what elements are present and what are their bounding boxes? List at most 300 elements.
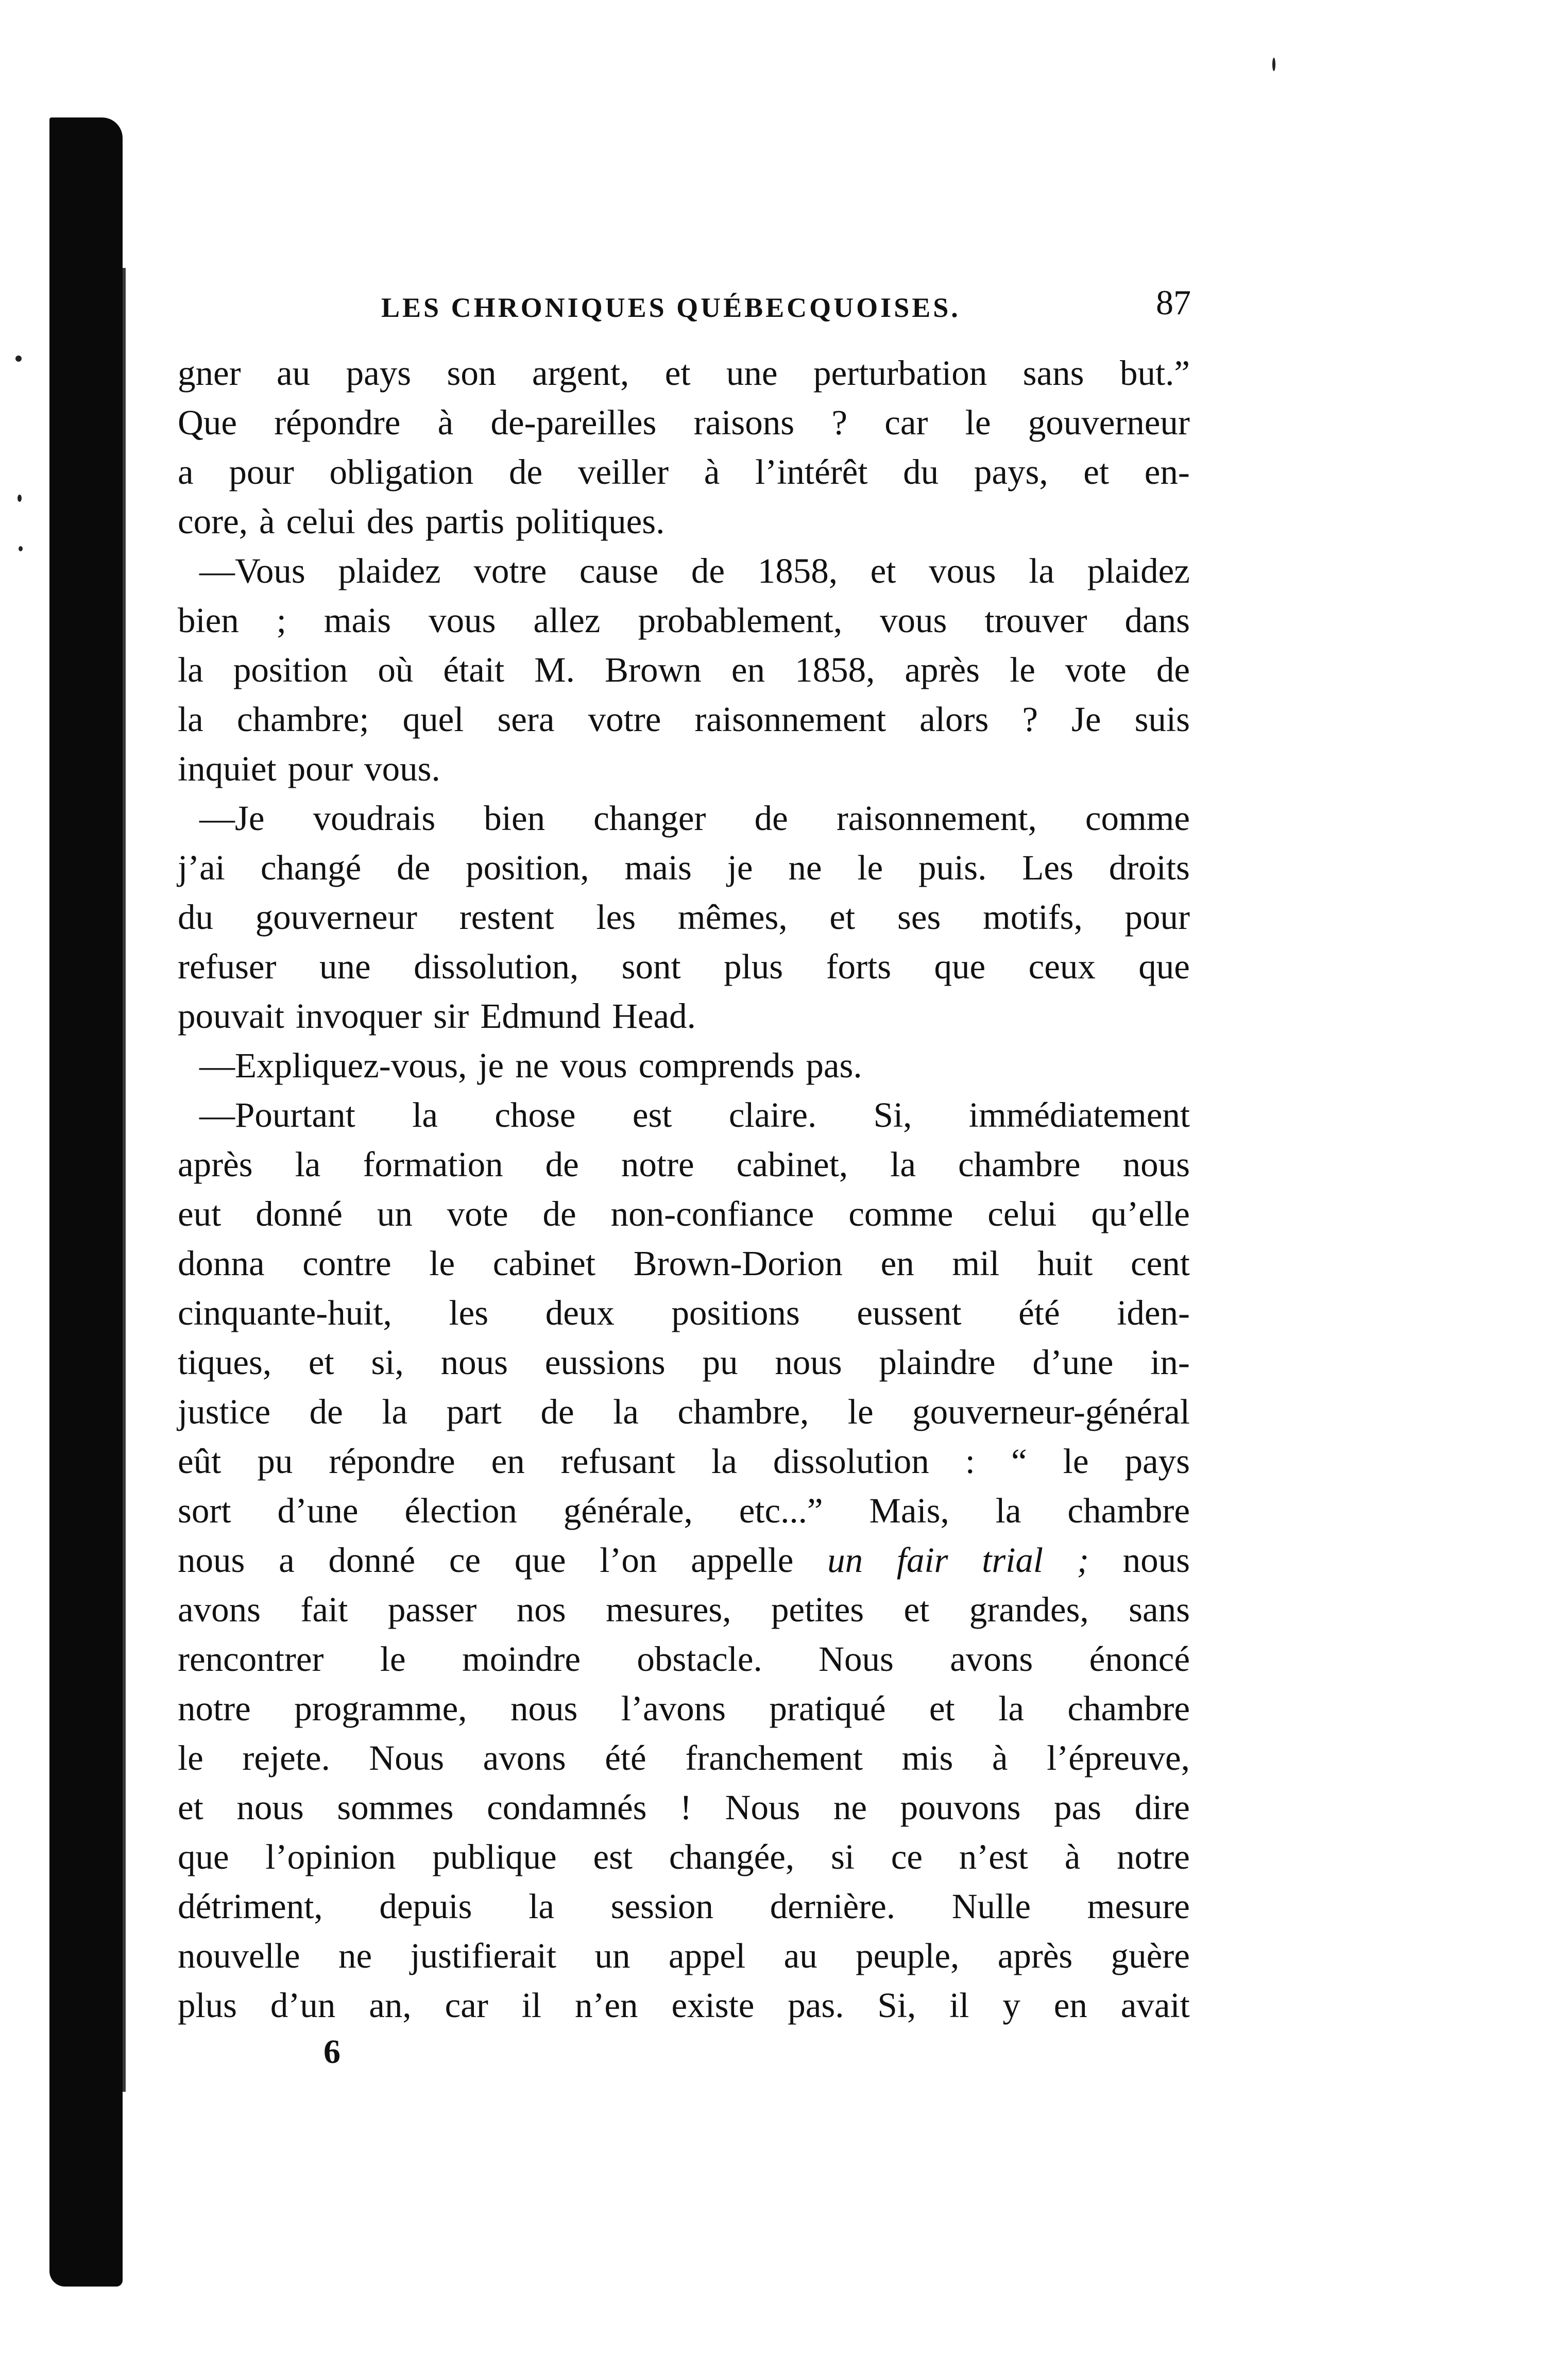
word: ses xyxy=(897,898,941,937)
word: chambre xyxy=(1067,1689,1190,1728)
word: forts xyxy=(826,947,892,986)
word: partis xyxy=(425,502,504,541)
word: y xyxy=(1002,1986,1020,2025)
word: Que xyxy=(178,403,237,442)
word: chose xyxy=(495,1095,576,1135)
word: depuis xyxy=(379,1887,472,1926)
word: et xyxy=(904,1590,930,1629)
word: mesures, xyxy=(606,1590,731,1629)
word: sans xyxy=(1022,353,1084,393)
word: nous xyxy=(510,1689,578,1728)
word: les xyxy=(449,1293,489,1332)
word: in- xyxy=(1150,1343,1190,1382)
word: claire. xyxy=(728,1095,817,1135)
word: le xyxy=(380,1639,406,1679)
word: position xyxy=(233,650,348,689)
scan-speck xyxy=(18,495,22,502)
word: formation xyxy=(363,1145,503,1184)
word: de xyxy=(1156,650,1190,689)
word: générale, xyxy=(563,1491,693,1530)
word: et xyxy=(664,353,691,393)
word: en- xyxy=(1144,452,1190,492)
text-line xyxy=(178,348,1190,398)
word: un xyxy=(377,1194,413,1233)
word: cent xyxy=(1130,1244,1190,1283)
word: programme, xyxy=(294,1689,467,1728)
word: dissolution, xyxy=(414,947,579,986)
word: pays, xyxy=(974,452,1048,492)
word: en xyxy=(731,650,765,689)
word: Les xyxy=(1022,848,1073,887)
word: huit xyxy=(1037,1244,1093,1283)
word: énoncé xyxy=(1089,1639,1190,1679)
word: après xyxy=(997,1936,1073,1975)
word: nous xyxy=(775,1343,842,1382)
word: la xyxy=(711,1442,737,1481)
word: mis xyxy=(901,1738,953,1778)
page-number: 87 xyxy=(1156,283,1191,322)
word: probablement, xyxy=(638,601,843,640)
text-line xyxy=(178,1783,1190,1832)
word: appel xyxy=(668,1936,746,1975)
word: plaindre xyxy=(879,1343,996,1382)
word: une xyxy=(726,353,778,393)
text-line xyxy=(178,1585,1190,1634)
word: Brown xyxy=(604,650,702,689)
word: à xyxy=(1064,1837,1081,1876)
text-line xyxy=(178,1041,1190,1090)
word: avons xyxy=(483,1738,566,1778)
word: plus xyxy=(178,1986,237,2025)
word: de xyxy=(509,452,543,492)
word: politiques. xyxy=(516,502,665,541)
text-line xyxy=(178,1733,1190,1783)
word: eût xyxy=(178,1442,221,1481)
binding-shadow xyxy=(123,268,126,2092)
word: nous xyxy=(236,1788,304,1827)
word: avons xyxy=(950,1639,1033,1679)
word: le xyxy=(847,1392,874,1431)
word: votre xyxy=(588,700,661,739)
text-line xyxy=(178,1090,1190,1140)
word: cabinet xyxy=(492,1244,595,1283)
word: vous xyxy=(560,1046,627,1085)
word: pour xyxy=(287,749,353,788)
word: —Pourtant xyxy=(199,1095,355,1135)
word: puis. xyxy=(918,848,987,887)
word: M. xyxy=(534,650,575,689)
binding-edge xyxy=(49,117,123,2287)
word: non-confiance xyxy=(610,1194,814,1233)
word: le xyxy=(1063,1442,1089,1481)
text-line xyxy=(178,596,1190,645)
word: donné xyxy=(255,1194,343,1233)
word: petites xyxy=(771,1590,864,1629)
word: ? xyxy=(831,403,847,442)
word: n’en xyxy=(574,1986,638,2025)
word: gouverneur xyxy=(255,898,417,937)
word: “ xyxy=(1011,1442,1027,1481)
word: pas. xyxy=(788,1986,844,2025)
text-line xyxy=(178,1832,1190,1882)
word: appelle xyxy=(691,1541,794,1580)
word: eussent xyxy=(857,1293,962,1332)
word: et xyxy=(829,898,856,937)
word: obstacle. xyxy=(637,1639,762,1679)
word: la xyxy=(178,650,203,689)
word: que xyxy=(178,1837,229,1876)
text-line xyxy=(178,843,1190,892)
word: grandes, xyxy=(969,1590,1089,1629)
word: d’un xyxy=(270,1986,336,2025)
word: justice xyxy=(178,1392,271,1431)
word: et xyxy=(929,1689,955,1728)
word: pas xyxy=(1054,1788,1102,1827)
word: Nulle xyxy=(951,1887,1031,1926)
word: qu’elle xyxy=(1091,1194,1190,1233)
word: la xyxy=(412,1095,438,1135)
text-line xyxy=(178,447,1190,497)
word: refuser xyxy=(178,947,277,986)
word: celui xyxy=(987,1194,1057,1233)
word: pouvons xyxy=(900,1788,1021,1827)
word: comme xyxy=(848,1194,953,1233)
word: Si, xyxy=(873,1095,912,1135)
word: alors xyxy=(919,700,989,739)
word: est xyxy=(593,1837,633,1876)
word: ce xyxy=(449,1541,481,1580)
word: trial xyxy=(982,1541,1044,1580)
word: obligation xyxy=(329,452,474,492)
word: part xyxy=(446,1392,502,1431)
word: publique xyxy=(432,1837,557,1876)
word: ne xyxy=(515,1046,549,1085)
running-title: LES CHRONIQUES QUÉBECQUOISES. xyxy=(381,292,961,323)
word: pu xyxy=(257,1442,293,1481)
word: ! xyxy=(680,1788,692,1827)
word: suis xyxy=(1134,700,1190,739)
text-line xyxy=(178,1436,1190,1486)
word: était xyxy=(443,650,505,689)
text-line xyxy=(178,1486,1190,1535)
word: plaidez xyxy=(1087,551,1190,590)
word: raisons xyxy=(693,403,795,442)
word: ce xyxy=(891,1837,923,1876)
word: à xyxy=(992,1738,1008,1778)
word: sont xyxy=(621,947,681,986)
text-line xyxy=(178,1239,1190,1288)
word: chambre xyxy=(1067,1491,1190,1530)
word: nous xyxy=(1122,1145,1190,1184)
word: cabinet, xyxy=(736,1145,848,1184)
word: quel xyxy=(402,700,464,739)
word: voudrais xyxy=(313,799,436,838)
word: rejete. xyxy=(242,1738,330,1778)
word: répondre xyxy=(274,403,401,442)
word: nous xyxy=(178,1541,245,1580)
text-line xyxy=(178,398,1190,447)
word: ? xyxy=(1022,700,1038,739)
text-line xyxy=(178,1288,1190,1338)
word: —Vous xyxy=(199,551,305,590)
word: détriment, xyxy=(178,1887,323,1926)
word: Nous xyxy=(725,1788,800,1827)
word: perturbation xyxy=(813,353,987,393)
word: été xyxy=(1018,1293,1060,1332)
word: raisonnement, xyxy=(836,799,1037,838)
word: mais xyxy=(624,848,692,887)
word: car xyxy=(884,403,928,442)
word: le xyxy=(178,1738,203,1778)
word: la xyxy=(295,1145,321,1184)
word: changé xyxy=(260,848,362,887)
text-line xyxy=(178,793,1190,843)
word: pour xyxy=(1124,898,1190,937)
word: si xyxy=(830,1837,855,1876)
text-line xyxy=(178,744,1190,793)
word: où xyxy=(378,650,414,689)
word: ; xyxy=(1077,1541,1089,1580)
word: répondre xyxy=(329,1442,455,1481)
word: dire xyxy=(1134,1788,1190,1827)
word: vous xyxy=(429,601,496,640)
text-line xyxy=(178,1387,1190,1436)
word: : xyxy=(965,1442,975,1481)
scan-speck xyxy=(1272,58,1275,71)
word: iden- xyxy=(1117,1293,1190,1332)
word: d’une xyxy=(1032,1343,1114,1382)
word: que xyxy=(514,1541,566,1580)
word: dans xyxy=(1124,601,1190,640)
word: peuple, xyxy=(856,1936,960,1975)
text-line xyxy=(178,942,1190,991)
word: de xyxy=(397,848,431,887)
word: je xyxy=(727,848,753,887)
word: donna xyxy=(178,1244,265,1283)
word: cause xyxy=(579,551,659,590)
word: sans xyxy=(1129,1590,1190,1629)
word: moindre xyxy=(462,1639,581,1679)
signature-mark: 6 xyxy=(323,2033,340,2071)
word: mesure xyxy=(1087,1887,1190,1926)
word: tiques, xyxy=(178,1343,272,1382)
word: il xyxy=(949,1986,969,2025)
word: pouvait xyxy=(178,996,284,1036)
word: avons xyxy=(178,1590,261,1629)
text-line xyxy=(178,1634,1190,1684)
word: pays xyxy=(1124,1442,1190,1481)
word: restent xyxy=(459,898,554,937)
word: nouvelle xyxy=(178,1936,300,1975)
word: a xyxy=(178,452,194,492)
word: raisonnement xyxy=(694,700,887,739)
word: cinquante-huit, xyxy=(178,1293,392,1332)
word: gner xyxy=(178,353,241,393)
word: sort xyxy=(178,1491,231,1530)
word: Brown-Dorion xyxy=(633,1244,843,1283)
word: Je xyxy=(1071,700,1101,739)
word: invoquer xyxy=(295,996,422,1036)
word: allez xyxy=(533,601,601,640)
running-head xyxy=(381,282,1191,329)
word: —Expliquez-vous, xyxy=(199,1046,467,1085)
word: votre xyxy=(473,551,547,590)
word: an, xyxy=(369,1986,412,2025)
word: Mais, xyxy=(869,1491,949,1530)
word: l’intérêt xyxy=(755,452,868,492)
word: donné xyxy=(328,1541,416,1580)
word: contre xyxy=(302,1244,391,1283)
word: élection xyxy=(404,1491,517,1530)
word: trouver xyxy=(984,601,1087,640)
word: vote xyxy=(1065,650,1127,689)
word: l’avons xyxy=(621,1689,726,1728)
word: au xyxy=(783,1936,817,1975)
word: dissolution xyxy=(773,1442,929,1481)
word: existe xyxy=(671,1986,755,2025)
word: ceux xyxy=(1028,947,1096,986)
text-line xyxy=(178,1535,1190,1585)
word: celui xyxy=(286,502,355,541)
word: session xyxy=(610,1887,714,1926)
word: positions xyxy=(671,1293,800,1332)
word: inquiet xyxy=(178,749,277,788)
word: Head. xyxy=(612,996,696,1036)
word: et xyxy=(870,551,896,590)
word: veiller xyxy=(577,452,669,492)
word: droits xyxy=(1109,848,1190,887)
word: sir xyxy=(433,996,469,1036)
word: passer xyxy=(387,1590,477,1629)
text-line xyxy=(178,695,1190,744)
word: eussions xyxy=(544,1343,666,1382)
word: refusant xyxy=(560,1442,676,1481)
word: notre xyxy=(1117,1837,1190,1876)
word: argent, xyxy=(532,353,629,393)
word: gouverneur xyxy=(1028,403,1190,442)
word: des xyxy=(366,502,414,541)
word: après xyxy=(905,650,980,689)
word: la xyxy=(382,1392,408,1431)
word: fait xyxy=(300,1590,348,1629)
text-line xyxy=(178,1189,1190,1239)
text-line xyxy=(178,1338,1190,1387)
word: un xyxy=(594,1936,630,1975)
word: plus xyxy=(724,947,783,986)
word: l’opinion xyxy=(265,1837,396,1876)
word: pratiqué xyxy=(769,1689,886,1728)
word: chambre, xyxy=(677,1392,809,1431)
word: pas. xyxy=(806,1046,862,1085)
word: la xyxy=(995,1491,1021,1530)
text-line xyxy=(178,546,1190,596)
word: que xyxy=(1138,947,1190,986)
word: n’est xyxy=(959,1837,1028,1876)
word: mais xyxy=(323,601,391,640)
word: le xyxy=(857,848,883,887)
word: l’on xyxy=(600,1541,657,1580)
word: de xyxy=(754,799,788,838)
word: sera xyxy=(497,700,555,739)
word: et xyxy=(1083,452,1110,492)
word: Nous xyxy=(369,1738,445,1778)
word: a xyxy=(279,1541,295,1580)
word: deux xyxy=(545,1293,615,1332)
word: la xyxy=(529,1887,554,1926)
word: en xyxy=(1053,1986,1087,2025)
word: chambre xyxy=(958,1145,1081,1184)
word: dernière. xyxy=(770,1887,895,1926)
word: Si, xyxy=(877,1986,916,2025)
word: notre xyxy=(621,1145,694,1184)
word: si, xyxy=(371,1343,404,1382)
word: changée, xyxy=(669,1837,795,1876)
word: 1858, xyxy=(757,551,838,590)
word: vote xyxy=(447,1194,508,1233)
word: que xyxy=(934,947,986,986)
word: à xyxy=(259,502,275,541)
word: la xyxy=(613,1392,639,1431)
word: je xyxy=(478,1046,504,1085)
word: vous. xyxy=(364,749,440,788)
word: position, xyxy=(466,848,589,887)
word: j’ai xyxy=(178,848,225,887)
word: motifs, xyxy=(983,898,1083,937)
word: plaidez xyxy=(338,551,441,590)
word: en xyxy=(491,1442,525,1481)
word: une xyxy=(319,947,371,986)
word: en xyxy=(880,1244,914,1283)
word: la xyxy=(1029,551,1054,590)
word: pu xyxy=(702,1343,738,1382)
word: au xyxy=(277,353,311,393)
word: pays xyxy=(346,353,412,393)
text-line xyxy=(178,1882,1190,1931)
word: le xyxy=(1010,650,1035,689)
word: bien xyxy=(178,601,239,640)
word: sommes xyxy=(337,1788,454,1827)
word: guère xyxy=(1111,1936,1190,1975)
word: il xyxy=(521,1986,542,2025)
word: —Je xyxy=(199,799,265,838)
scan-speck xyxy=(19,546,23,551)
word: mil xyxy=(952,1244,1000,1283)
word: l’épreuve, xyxy=(1047,1738,1190,1778)
word: et xyxy=(308,1343,334,1382)
word: du xyxy=(903,452,939,492)
word: ne xyxy=(788,848,822,887)
word: notre xyxy=(178,1689,251,1728)
word: du xyxy=(178,898,213,937)
word: de xyxy=(542,1194,576,1233)
word: d’une xyxy=(277,1491,359,1530)
word: et xyxy=(178,1788,203,1827)
text-line xyxy=(178,497,1190,546)
text-line xyxy=(178,991,1190,1041)
word: comme xyxy=(1085,799,1190,838)
word: à xyxy=(437,403,454,442)
word: nos xyxy=(516,1590,566,1629)
word: à xyxy=(704,452,720,492)
scan-speck xyxy=(15,356,22,362)
word: son xyxy=(447,353,497,393)
word: core, xyxy=(178,502,248,541)
word: immédiatement xyxy=(968,1095,1190,1135)
text-line xyxy=(178,1684,1190,1733)
word: ; xyxy=(276,601,286,640)
word: 1858, xyxy=(795,650,875,689)
word: justifierait xyxy=(410,1936,557,1975)
